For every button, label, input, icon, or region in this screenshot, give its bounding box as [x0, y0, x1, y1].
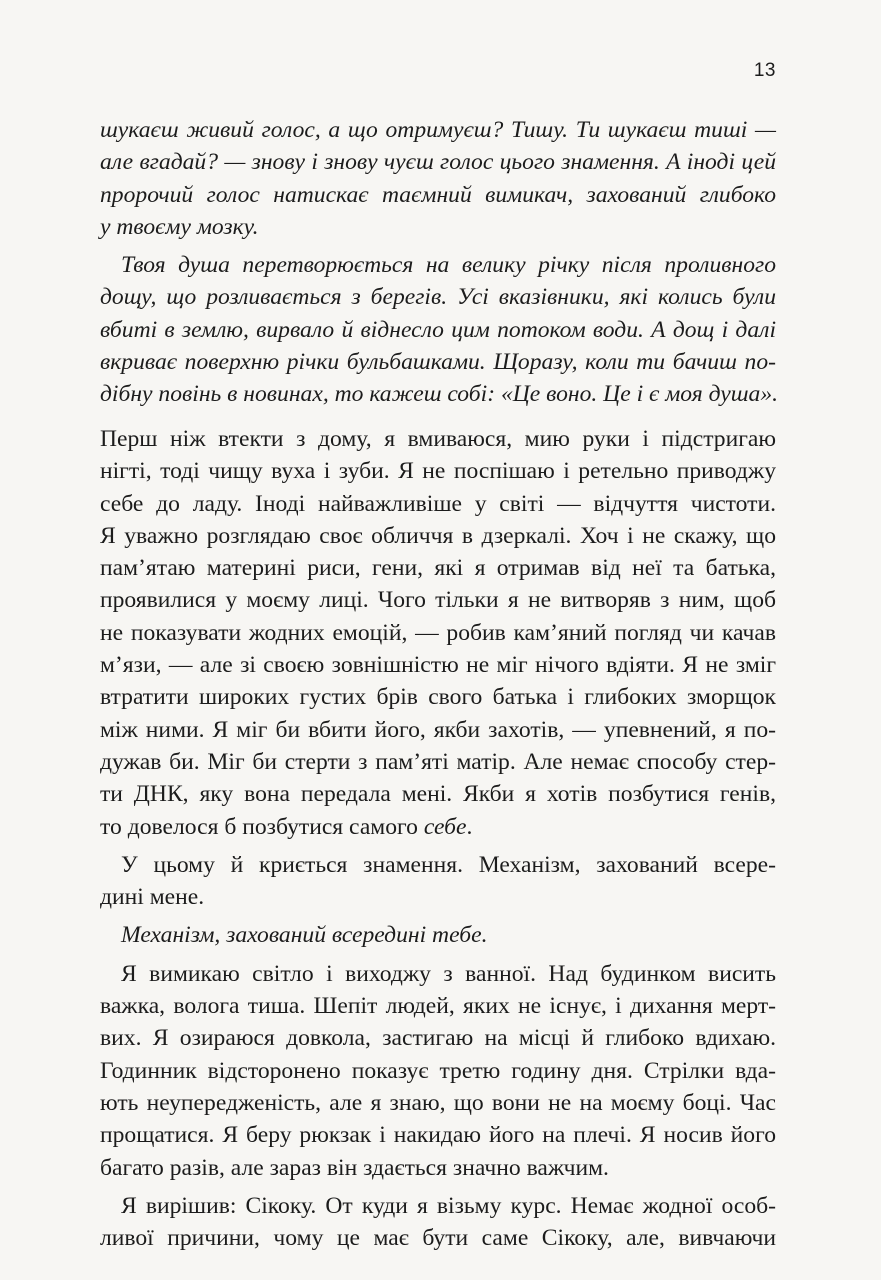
text-line: не показувати жодних емоцій, — робив кам’яний погляд чи качав	[100, 619, 776, 646]
roman-section	[100, 423, 776, 1254]
text-line	[100, 811, 776, 843]
text-run: .	[466, 813, 473, 840]
text-line: багато разів, але зараз він здається значно важчим.	[100, 1154, 609, 1181]
text-line: Механізм, захований всередині тебе.	[121, 922, 488, 949]
text-run: то довелося б позбутися самого	[100, 813, 424, 840]
text-line: важка, волога тиша. Шепіт людей, яких не існує, і дихання мерт-	[100, 993, 776, 1020]
text-line: прощатися. Я беру рюкзак і накидаю його на плечі. Я носив його	[100, 1122, 776, 1149]
paragraph	[100, 249, 779, 410]
text-line: вкриває поверхню річки бульбашками. Щоразу, коли ти бачиш по-	[100, 349, 776, 376]
text-line: У цьому й криється знамення. Механізм, захований всере-	[121, 851, 776, 878]
text-line: Твоя душа перетворюється на велику річку після проливного	[121, 252, 776, 279]
text-line: пам’ятаю материні риси, гени, які я отримав від неї та батька,	[100, 555, 776, 582]
text-line: дині мене.	[100, 884, 205, 911]
text-line: дібну повінь в новинах, то кажеш собі: «Це воно. Це і є моя душа».	[100, 381, 779, 408]
text-line: м’язи, — але зі своєю зовнішністю не міг нічого вдіяти. Я не зміг	[100, 652, 776, 679]
text-line: проявилися у моєму лиці. Чого тільки я не витворяв з ним, щоб	[100, 587, 776, 614]
text-line: Я вимикаю світло і виходжу з ванної. Над будинком висить	[121, 960, 776, 987]
paragraph	[100, 958, 776, 1184]
text-line: нігті, тоді чищу вуха і зуби. Я не поспішаю і ретельно приводжу	[100, 458, 776, 485]
text-line: Перш ніж втекти з дому, я вмиваюся, мию руки і підстригаю	[100, 426, 776, 452]
paragraph	[100, 423, 776, 843]
text-line: між ними. Я міг би вбити його, якби захотів, — упевнений, я по-	[100, 716, 776, 743]
text-line: пророчий голос натискає таємний вимикач, захований глибоко	[100, 181, 776, 208]
text-line: але вгадай? — знову і знову чуєш голос цього знамення. А іноді цей	[100, 149, 776, 176]
text-line: дужав би. Міг би стерти з пам’яті матір. Але немає способу стер-	[100, 748, 776, 775]
text-line: ють неупередженість, але я знаю, що вони не на моєму боці. Час	[100, 1089, 776, 1116]
paragraph	[100, 114, 776, 243]
italic-section	[100, 114, 779, 411]
text-line: ливої причини, чому це має бути саме Сікоку, але, вивчаючи	[100, 1225, 776, 1252]
text-line: дощу, що розливається з берегів. Усі вказівники, які колись були	[100, 284, 776, 311]
text-line: себе до ладу. Іноді найважливіше у світі — відчуття чистоти.	[100, 490, 776, 517]
text-line: шукаєш живий голос, а що отримуєш? Тишу. Ти шукаєш тиші —	[100, 117, 776, 143]
emphasis-text: себе	[423, 813, 467, 840]
text-line: Годинник відсторонено показує третю годину дня. Стрілки вда-	[100, 1057, 776, 1084]
paragraph	[100, 1190, 776, 1255]
text-line: втратити широких густих брів свого батька і глибоких зморщок	[100, 684, 776, 711]
paragraph	[100, 849, 776, 914]
text-line: вбиті в землю, вирвало й віднесло цим потоком води. А дощ і далі	[100, 316, 776, 343]
page-number: 13	[753, 60, 776, 81]
paragraph	[100, 919, 776, 951]
text-line: ти ДНК, яку вона передала мені. Якби я хотів позбутися генів,	[100, 781, 776, 808]
text-line: вих. Я озираюся довкола, застигаю на місці й глибоко вдихаю.	[100, 1025, 776, 1052]
text-line: Я вирішив: Сікоку. От куди я візьму курс. Немає жодної особ-	[121, 1192, 776, 1219]
text-line: Я уважно розглядаю своє обличчя в дзеркалі. Хоч і не скажу, що	[100, 522, 776, 549]
text-line: у твоєму мозку.	[100, 213, 259, 240]
